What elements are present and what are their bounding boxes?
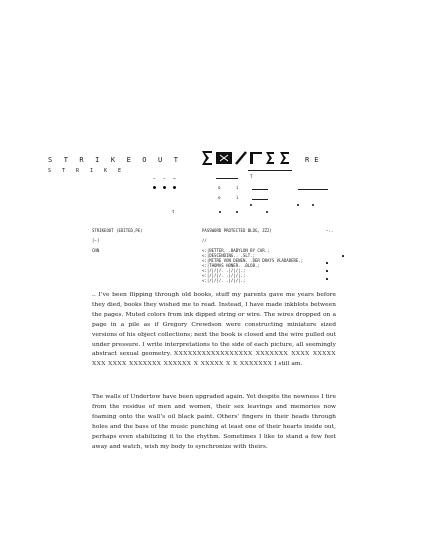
dot-4 xyxy=(250,204,252,206)
meta-col2-title: PASSWORD PROTECTED BLOG, ZZ2) xyxy=(202,228,272,233)
paragraph-undertow: The walls of Undertow have been upgraded again. Yet despite the newness I tire from the residue of men and women, their sex leavings and memories now foaming onto the wall’s oil black paint. Others’ fingers in their heads through holes and the bass of the music punching at least one of their hearts inside out, perhaps even stabilizing it to the rhythm. Sometimes I like to stand a few feet away and watch, wish my body to synchronize with theirs. xyxy=(92,393,336,450)
paragraph-inkblots xyxy=(92,290,336,369)
mid-mark-3: i xyxy=(236,185,239,190)
rule-4 xyxy=(298,189,328,190)
dot-2 xyxy=(163,186,166,189)
mid-mark-5: i xyxy=(236,195,239,200)
mark-a: − xyxy=(153,176,156,181)
meta-col2-line2: // xyxy=(202,238,207,243)
rule-3 xyxy=(252,189,268,190)
dot-9 xyxy=(266,211,268,213)
dot-12 xyxy=(326,270,328,272)
mid-mark-1: T xyxy=(250,174,253,179)
mid-mark-2: o xyxy=(218,185,221,190)
dot-11 xyxy=(326,262,328,264)
dot-5 xyxy=(297,204,299,206)
meta-col2-code: <:|BETTER. .BABYLON BY CAR.; <:|DESCENDING.. .SLT.; <:|MITRE VON DENEN. .DER DRAYS VLADADERE.; <:|THOMAS HONER. .BLOB.; <:|/|/|/. .|/|/|.; <:|/|/|/. .|/|/|.; <:|/|/|/. .|/|/|.; xyxy=(202,248,304,283)
meta-col1-title: STRIKEOUT (EDITED,PE) xyxy=(92,228,143,233)
sigma-glyph-block xyxy=(200,150,302,166)
paragraph-inkblots-text: .. I’ve been flipping through old books, stuff my parents gave me years before they died, books they wished me to read. Instead, I have made inkblots between the pages. Muted colors from ink dipped string or wire. The wires dropped on a page in a pile as if Gregory Crewdson were constructing miniature sized versions of his object collections; next the book is closed and the wire pulled out under pressure. I write interpretations to the side of each picture, all seemingly abstract sexual geometry. xyxy=(92,291,336,358)
dot-7 xyxy=(219,211,221,213)
mark-c: → xyxy=(173,176,176,181)
dot-8 xyxy=(236,211,238,213)
title-re: RE xyxy=(305,156,324,164)
struck-out-text: XXXXXXXXXXXXXXXXX XXXXXXX XXXX XXXXX XXX XXXX XXXXXXX XXXXXX X XXXXX X X XXXXXXX xyxy=(92,350,336,368)
meta-col1-line3: CNN xyxy=(92,248,100,253)
mid-mark-4: o xyxy=(218,195,221,200)
paragraph-inkblots-tail: I still am. xyxy=(274,360,303,368)
mark-b: − xyxy=(163,176,166,181)
rule-2 xyxy=(216,178,238,179)
dot-10 xyxy=(342,255,344,257)
rule-5 xyxy=(252,199,268,200)
meta-col3-title: —.. xyxy=(326,228,334,233)
dot-3 xyxy=(173,186,176,189)
meta-col1-line2: [−] xyxy=(92,238,100,243)
dot-6 xyxy=(312,204,314,206)
subtitle-strike: STRIKE xyxy=(48,168,133,174)
rule-1 xyxy=(248,170,292,171)
dot-13 xyxy=(326,278,328,280)
title-strikeout: STRIKEOUT xyxy=(48,156,190,164)
mid-mark-6: t xyxy=(172,209,175,214)
dot-1 xyxy=(153,186,156,189)
